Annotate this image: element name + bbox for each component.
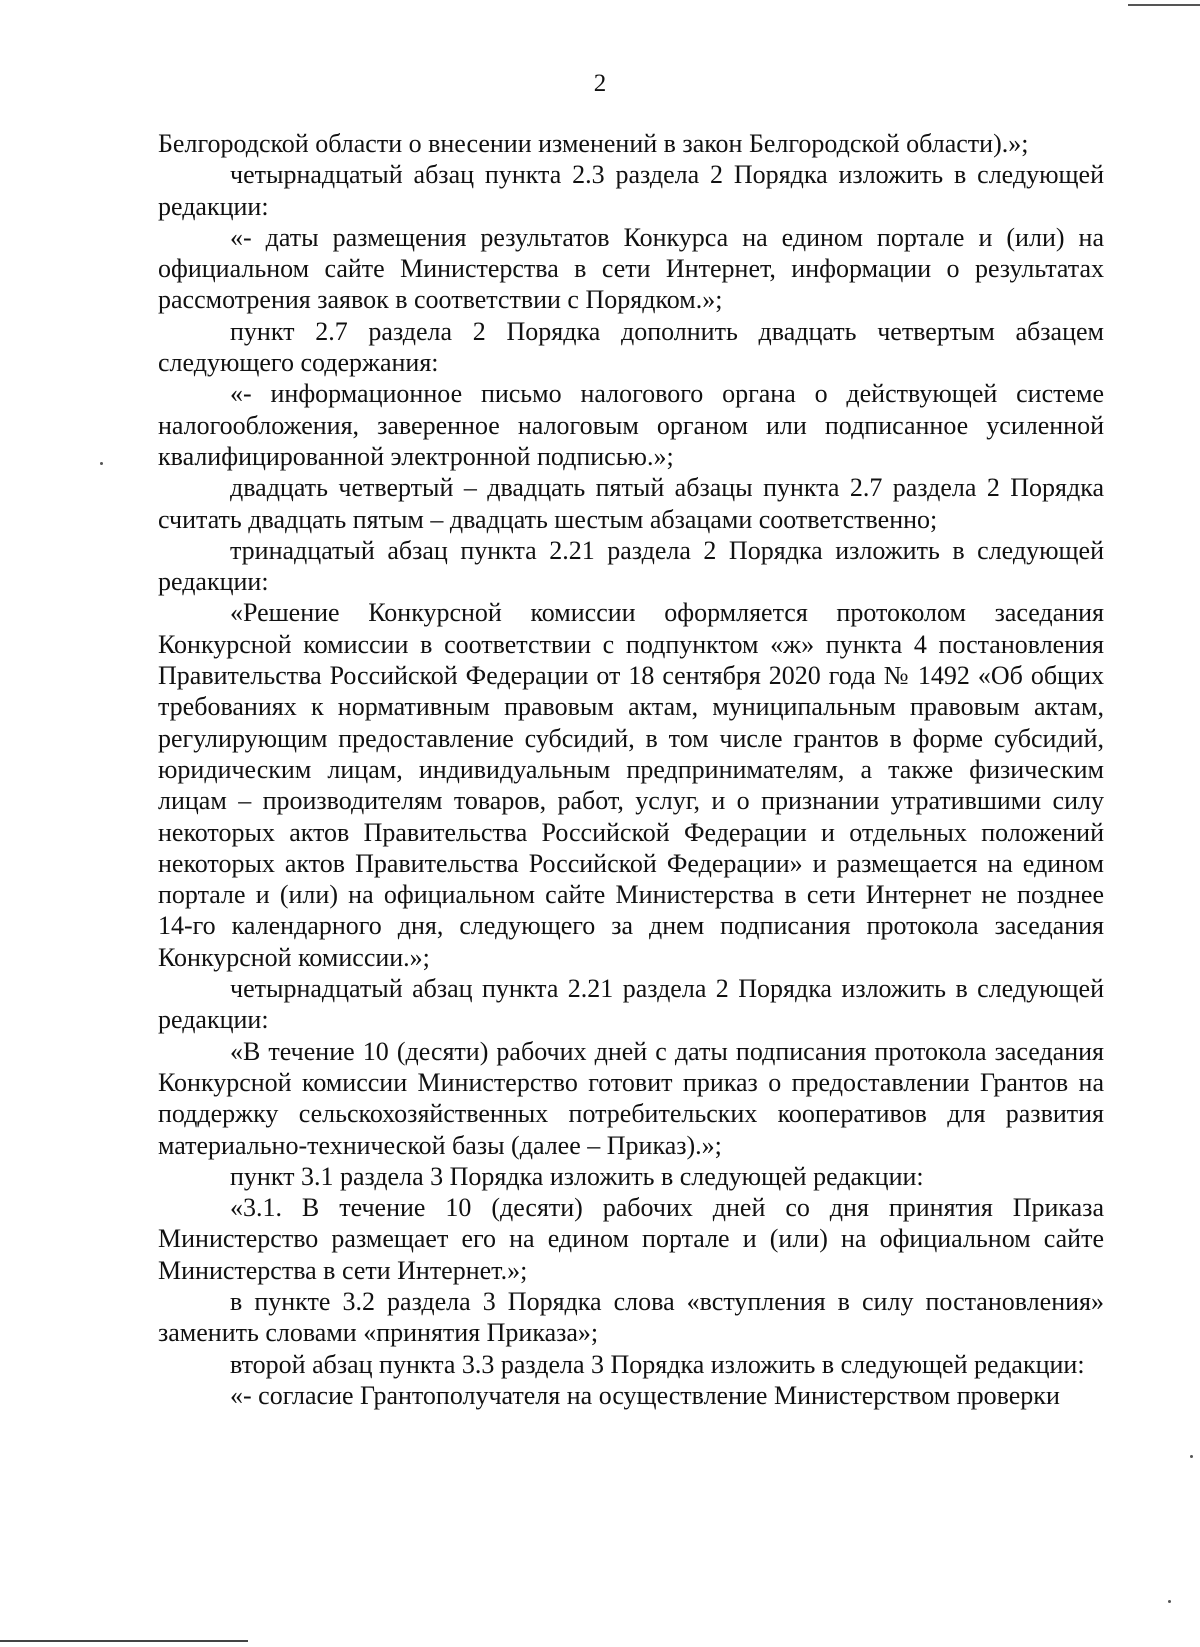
page-number: 2 bbox=[593, 70, 607, 97]
scan-speck bbox=[1168, 1600, 1171, 1603]
paragraph: «Решение Конкурсной комиссии оформляется протоколом заседания Конкурсной комиссии в соответствии с подпунктом «ж» пункта 4 постановления Правительства Российской Федерации от 18 сентября 2020 года № 1492 «Об общих требованиях к нормативным правовым актам, муниципальным правовым актам, регулирующим предоставление субсидий, в том числе грантов в форме субсидий, юридическим лицам, индивидуальным предпринимателям, а также физическим лицам – производителям товаров, работ, услуг, и о признании утратившими силу некоторых актов Правительства Российской Федерации и отдельных положений некоторых актов Правительства Российской Федерации» и размещается на едином портале и (или) на официальном сайте Министерства в сети Интернет не позднее 14-го календарного дня, следующего за днем подписания протокола заседания Конкурсной комиссии.»; bbox=[158, 598, 1104, 972]
document-body bbox=[158, 128, 1104, 1411]
scan-edge-mark bbox=[1128, 4, 1200, 6]
paragraph: Белгородской области о внесении изменений в закон Белгородской области).»; bbox=[158, 129, 1029, 158]
paragraph: пункт 2.7 раздела 2 Порядка дополнить двадцать четвертым абзацем следующего содержания: bbox=[158, 316, 1104, 378]
paragraph: четырнадцатый абзац пункта 2.21 раздела 2 Порядка изложить в следующей редакции: bbox=[158, 974, 1104, 1035]
paragraph: «- информационное письмо налогового органа о действующей системе налогообложения, заверенное налоговым органом или подписанное усиленной квалифицированной электронной подписью.»; bbox=[158, 379, 1104, 471]
paragraph: двадцать четвертый – двадцать пятый абзацы пункта 2.7 раздела 2 Порядка считать двадцать пятым – двадцать шестым абзацами соответственно; bbox=[158, 473, 1104, 534]
scan-edge-mark bbox=[0, 1640, 248, 1642]
paragraph: второй абзац пункта 3.3 раздела 3 Порядка изложить в следующей редакции: bbox=[230, 1349, 1085, 1379]
paragraph: четырнадцатый абзац пункта 2.3 раздела 2 Порядка изложить в следующей редакции: bbox=[158, 160, 1104, 221]
paragraph: в пункте 3.2 раздела 3 Порядка слова «вступления в силу постановления» заменить словами «принятия Приказа»; bbox=[158, 1286, 1104, 1348]
paragraph: пункт 3.1 раздела 3 Порядка изложить в следующей редакции: bbox=[230, 1161, 924, 1191]
paragraph: «В течение 10 (десяти) рабочих дней с даты подписания протокола заседания Конкурсной комиссии Министерство готовит приказ о предоставлении Грантов на поддержку сельскохозяйственных потребительских кооперативов для развития материально-технической базы (далее – Приказ).»; bbox=[158, 1036, 1104, 1160]
paragraph: тринадцатый абзац пункта 2.21 раздела 2 Порядка изложить в следующей редакции: bbox=[158, 535, 1104, 597]
paragraph: «- даты размещения результатов Конкурса на едином портале и (или) на официальном сайте Министерства в сети Интернет, информации о результатах рассмотрения заявок в соответствии с Порядком.»; bbox=[158, 222, 1104, 315]
scan-speck bbox=[1190, 1455, 1193, 1458]
scan-speck bbox=[100, 462, 103, 465]
paragraph: «3.1. В течение 10 (десяти) рабочих дней со дня принятия Приказа Министерство размещает его на едином портале и (или) на официальном сайте Министерства в сети Интернет.»; bbox=[158, 1193, 1104, 1285]
paragraph: «- согласие Грантополучателя на осуществление Министерством проверки bbox=[230, 1380, 1060, 1410]
